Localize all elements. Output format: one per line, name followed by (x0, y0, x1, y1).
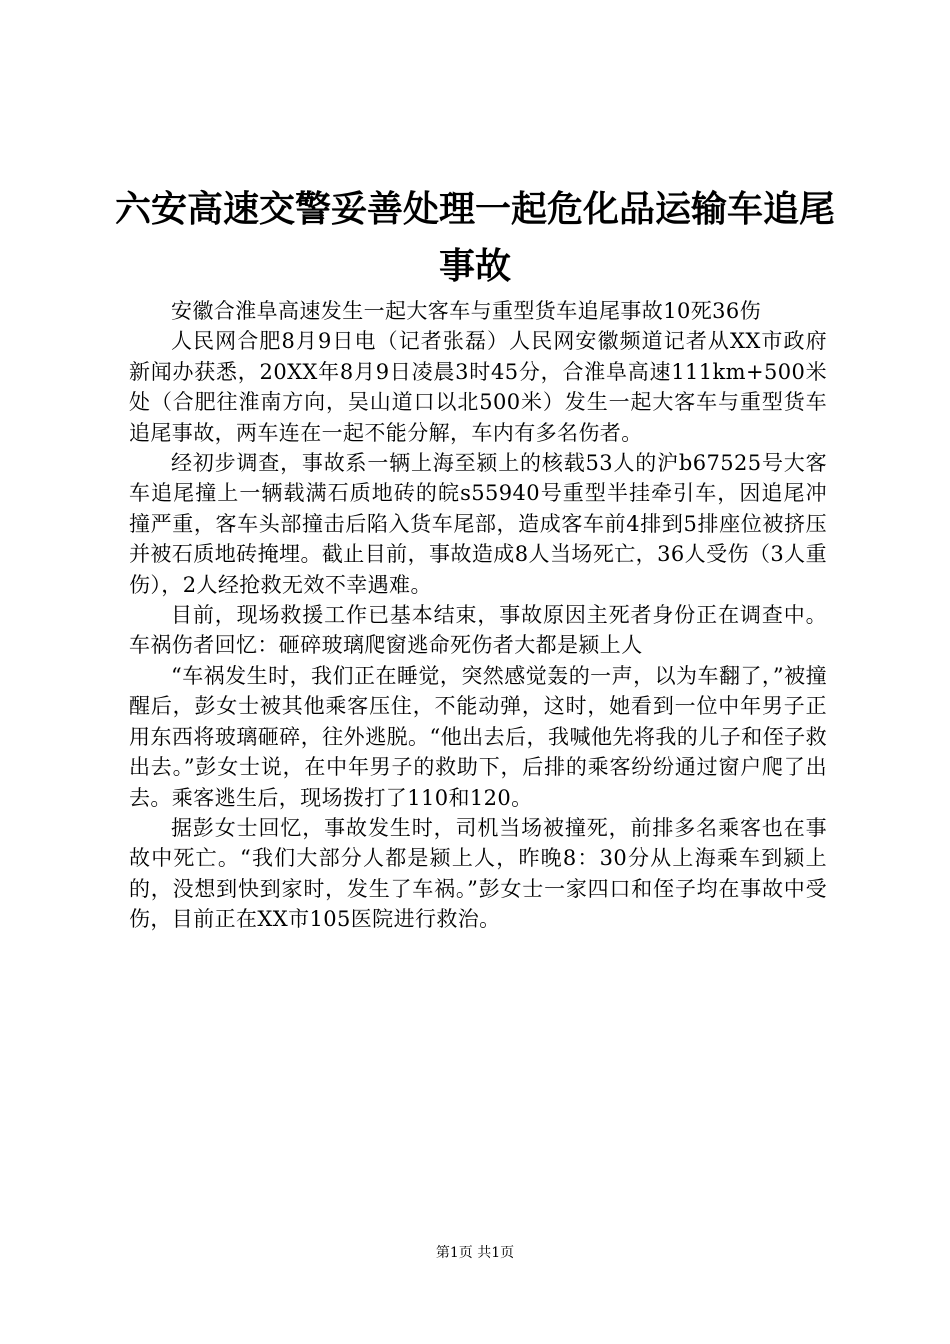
paragraph-survivor-account: “车祸发生时，我们正在睡觉，突然感觉轰的一声，以为车翻了，”被撞醒后，彭女士被其他乘客压住，不能动弹，这时，她看到一位中年男子正用东西将玻璃砸碎，往外逃脱。“他出去后，我喊他先将我的儿子和侄子救出去。”彭女士说，在中年男子的救助下，后排的乘客纷纷通过窗户爬了出去。乘客逃生后，现场拨打了110和120。 (129, 663, 827, 810)
page-footer: 第1页 共1页 (435, 1245, 515, 1261)
paragraph-news-report: 人民网合肥8月9日电（记者张磊）人民网安徽频道记者从XX市政府新闻办获悉，20XX年8月9日凌晨3时45分，合淮阜高速111km+500米处（合肥往淮南方向，吴山道口以北500米）发生一起大客车与重型货车追尾事故，两车连在一起不能分解，车内有多名伤者。 (129, 329, 827, 445)
paragraph-recollection: 据彭女士回忆，事故发生时，司机当场被撞死，前排多名乘客也在事故中死亡。“我们大部分人都是颍上人，昨晚8：30分从上海乘车到颍上的，没想到快到家时，发生了车祸。”彭女士一家四口和侄子均在事故中受伤，目前正在XX市105医院进行救治。 (129, 815, 827, 932)
paragraph-investigation: 经初步调查，事故系一辆上海至颍上的核载53人的沪b67525号大客车追尾撞上一辆载满石质地砖的皖s55940号重型半挂牵引车，因追尾冲撞严重，客车头部撞击后陷入货车尾部，造成客车前4排到5排座位被挤压并被石质地砖掩埋。截止目前，事故造成8人当场死亡，36人受伤（3人重伤），2人经抢救无效不幸遇难。 (129, 451, 827, 597)
document-title-line-2: 事故 (438, 246, 511, 287)
paragraph-rescue-status: 目前，现场救援工作已基本结束，事故原因主死者身份正在调查中。车祸伤者回忆：砸碎玻璃爬窗逃命死伤者大都是颍上人 (129, 603, 827, 658)
document-title-line-1: 六安高速交警妥善处理一起危化品运输车追尾 (114, 189, 835, 230)
paragraph-headline: 安徽合淮阜高速发生一起大客车与重型货车追尾事故10死36伤 (171, 299, 762, 323)
document-body (129, 296, 827, 935)
